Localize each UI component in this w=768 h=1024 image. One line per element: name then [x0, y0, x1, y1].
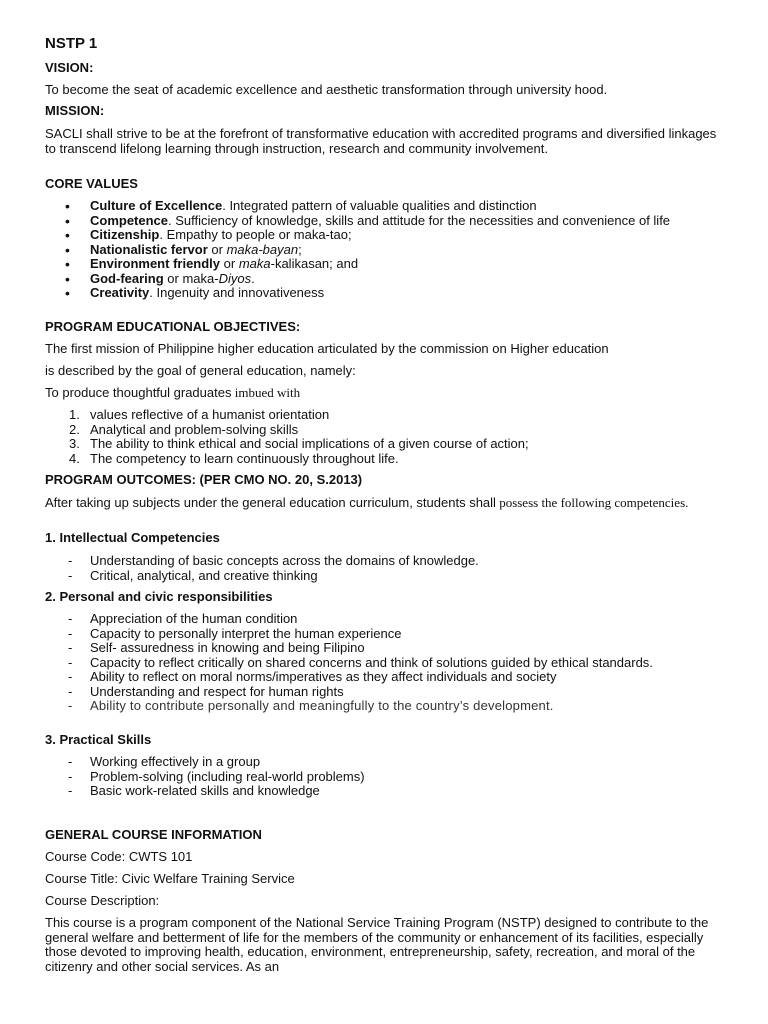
core-value-term: Creativity: [90, 285, 150, 300]
peo-line-3-sans: To produce thoughtful graduates: [45, 385, 232, 400]
core-value-tail: .: [251, 270, 255, 286]
core-value-item: [45, 228, 730, 243]
core-value-tail: ;: [298, 241, 302, 257]
core-value-term: Nationalistic fervor: [90, 241, 208, 257]
peo-item: [45, 452, 730, 467]
core-values-heading: CORE VALUES: [45, 176, 138, 191]
core-value-term: Culture of Excellence: [90, 198, 223, 213]
peo-item-number: 4.: [69, 450, 80, 466]
core-value-desc: or maka-: [163, 270, 219, 286]
outcome-item: - Understanding of basic concepts across the domains of knowledge.: [45, 554, 730, 569]
core-value-desc: . Empathy to people or maka-tao;: [159, 227, 352, 242]
peo-item-text: values reflective of a humanist orientation: [90, 407, 330, 422]
core-value-desc: . Sufficiency of knowledge, skills and attitude for the necessities and convenience of life: [168, 212, 671, 228]
outcomes-heading: PROGRAM OUTCOMES: (PER CMO NO. 20, S.2013): [45, 472, 363, 487]
outcome-group-list: [45, 612, 730, 714]
peo-line-3: [45, 386, 730, 401]
outcome-group-list: [45, 554, 730, 583]
core-values-list: [45, 199, 730, 301]
outcome-item: - Basic work-related skills and knowledge: [45, 784, 730, 799]
peo-item-number: 2.: [69, 421, 80, 437]
peo-line-2: is described by the goal of general education, namely:: [45, 363, 356, 378]
peo-heading: PROGRAM EDUCATIONAL OBJECTIVES:: [45, 319, 301, 334]
outcome-item: - Problem-solving (including real-world problems): [45, 770, 730, 785]
peo-line-3-serif: imbued with: [231, 385, 301, 400]
core-value-item: [45, 199, 730, 214]
outcome-group-list: [45, 755, 730, 799]
peo-item-number: 3.: [69, 436, 80, 451]
core-value-term: Competence: [90, 212, 169, 228]
peo-item-number: 1.: [69, 407, 80, 422]
peo-item-text: The competency to learn continuously throughout life.: [90, 450, 399, 466]
core-value-term: Citizenship: [90, 227, 160, 242]
course-code: Course Code: CWTS 101: [45, 849, 193, 864]
peo-item: [45, 423, 730, 438]
core-value-item: [45, 257, 730, 272]
peo-item: [45, 408, 730, 423]
core-value-item: [45, 214, 730, 229]
core-value-italic: maka: [238, 256, 271, 271]
mission-heading: MISSION:: [45, 103, 105, 118]
peo-item-text: Analytical and problem-solving skills: [90, 421, 299, 437]
outcome-item: - Working effectively in a group: [45, 755, 730, 770]
course-description-label: Course Description:: [45, 893, 160, 908]
outcomes-intro: [45, 495, 725, 510]
peo-list: [45, 408, 730, 466]
mission-text: SACLI shall strive to be at the forefront of transformative education with accredited programs and diversified linkages to transcend lifelong learning through instruction, research and community involvement.: [45, 126, 717, 156]
core-value-italic: maka-bayan: [226, 241, 299, 257]
core-value-item: [45, 243, 730, 258]
core-value-term: God-fearing: [90, 270, 164, 286]
outcome-item: - Appreciation of the human condition: [45, 612, 730, 627]
core-value-desc: . Integrated pattern of valuable qualities and distinction: [222, 198, 537, 213]
course-info-heading: GENERAL COURSE INFORMATION: [45, 827, 262, 842]
outcome-group-heading: 1. Intellectual Competencies: [45, 530, 220, 545]
core-value-item: [45, 286, 730, 301]
peo-item: [45, 437, 730, 452]
peo-item-text: The ability to think ethical and social implications of a given course of action;: [90, 436, 529, 451]
outcome-item: - Ability to contribute personally and meaningfully to the country’s development.: [45, 699, 730, 714]
outcome-group-heading: 3. Practical Skills: [45, 732, 152, 747]
outcomes-intro-sans: After taking up subjects under the general education curriculum, students shall: [45, 495, 496, 510]
outcome-item: - Critical, analytical, and creative thinking: [45, 569, 730, 584]
outcome-group-heading: 2. Personal and civic responsibilities: [45, 589, 273, 604]
document-title: NSTP 1: [45, 35, 98, 52]
core-value-desc: or: [220, 256, 239, 271]
course-title: Course Title: Civic Welfare Training Service: [45, 871, 295, 886]
core-value-item: [45, 272, 730, 287]
core-value-tail: -kalikasan; and: [270, 256, 359, 271]
core-value-term: Environment friendly: [90, 256, 221, 271]
core-value-desc: or: [207, 241, 227, 257]
core-value-desc: . Ingenuity and innovativeness: [149, 285, 325, 300]
outcome-item: - Capacity to reflect critically on shared concerns and think of solutions guided by ethical standards.: [45, 656, 730, 671]
outcome-item: - Self- assuredness in knowing and being Filipino: [45, 641, 730, 656]
course-description-text: This course is a program component of the National Service Training Program (NSTP) designed to contribute to the general welfare and betterment of life for the members of the community or enhancement of its facilities, especially those devoted to improving health, education, environment, entrepreneurship, safety, recreation, and moral of the citizenry and other social services. As an: [45, 915, 709, 974]
outcomes-intro-serif: possess the following competencies.: [495, 495, 689, 510]
outcome-item: - Capacity to personally interpret the human experience: [45, 627, 730, 642]
vision-text: To become the seat of academic excellence and aesthetic transformation through university hood.: [45, 82, 608, 97]
vision-heading: VISION:: [45, 60, 94, 75]
core-value-italic: Diyos: [218, 270, 252, 286]
outcome-item: - Understanding and respect for human rights: [45, 685, 730, 700]
outcome-item: - Ability to reflect on moral norms/imperatives as they affect individuals and society: [45, 670, 730, 685]
peo-line-1: The first mission of Philippine higher education articulated by the commission on Higher education: [45, 341, 609, 356]
